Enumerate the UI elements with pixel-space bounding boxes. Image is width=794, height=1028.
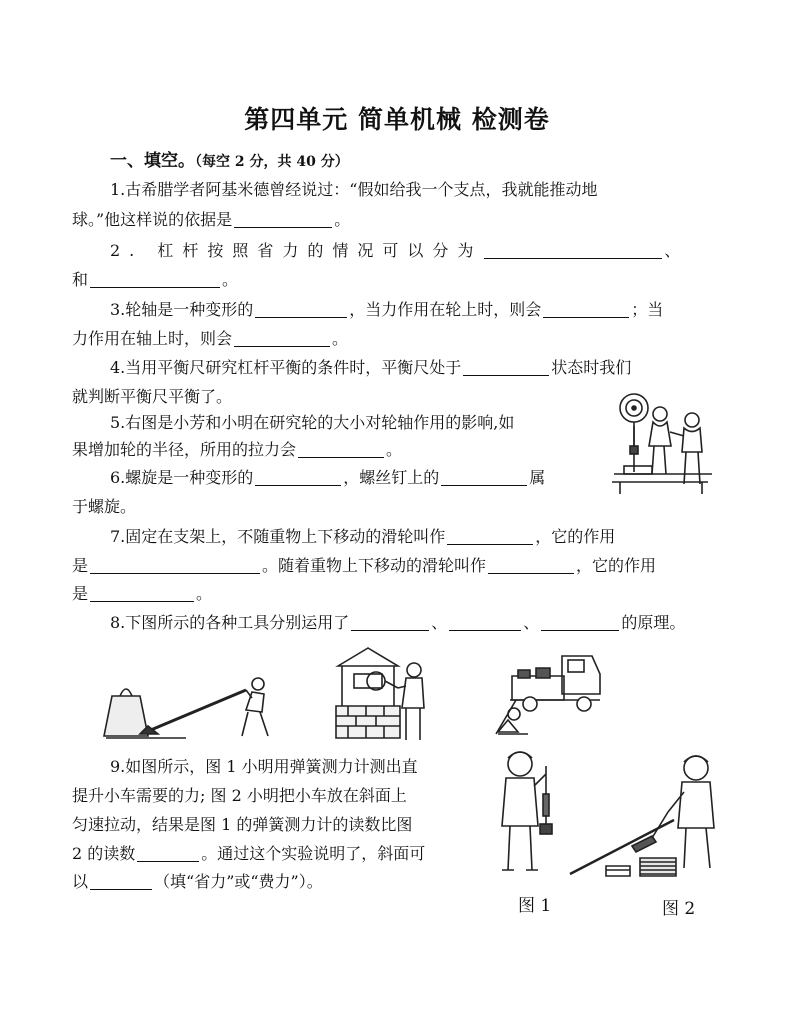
- q3-line-1: 3.轮轴是一种变形的 ，当力作用在轮上时，则会 ；当: [110, 300, 664, 319]
- q2-line-2: 和 。: [72, 270, 239, 289]
- q7-line-3: 是 。: [72, 584, 213, 603]
- section-heading: [110, 146, 349, 171]
- q7-line-1: 7.固定在支架上，不随重物上下移动的滑轮叫作 ，它的作用: [110, 527, 616, 546]
- q9-line-4: 2 的读数 。通过这个实验说明了，斜面可: [72, 844, 426, 863]
- q4-blank[interactable]: [463, 359, 549, 376]
- q4-line-1: 4.当用平衡尺研究杠杆平衡的条件时，平衡尺处于 状态时我们: [110, 358, 632, 377]
- lever-crowbar-illustration: [106, 672, 278, 744]
- q8-blank-2[interactable]: [449, 614, 521, 631]
- q3-blank-1[interactable]: [255, 301, 347, 318]
- figure-2-incline-illustration: [570, 748, 730, 884]
- q5-blank[interactable]: [298, 441, 384, 458]
- q2-blank-3[interactable]: [90, 271, 220, 288]
- section-title: 一、填空。: [110, 151, 195, 171]
- figure-1-spring-scale-illustration: [484, 746, 574, 886]
- q7-blank-1[interactable]: [447, 528, 533, 545]
- q1-blank[interactable]: [234, 211, 332, 228]
- q9-blank-2[interactable]: [90, 873, 152, 890]
- q7-blank-2[interactable]: [90, 557, 260, 574]
- q6-line-1: 6.螺旋是一种变形的 ，螺丝钉上的 属: [110, 468, 546, 487]
- q6-line-2: 于螺旋。: [72, 497, 137, 516]
- q8-line-1: 8.下图所示的各种工具分别运用了 、 、 的原理。: [110, 613, 686, 632]
- q1-line-1: 1.古希腊学者阿基米德曾经说过：“假如给我一个支点，我就能推动地: [110, 180, 598, 199]
- q9-line-3: 匀速拉动，结果是图 1 的弹簧测力计的读数比图: [72, 815, 413, 834]
- wheel-axle-experiment-illustration: [612, 386, 720, 496]
- q5-line-1: 5.右图是小芳和小明在研究轮的大小对轮轴作用的影响,如: [110, 413, 515, 432]
- q6-blank-1[interactable]: [255, 469, 341, 486]
- q7-blank-4[interactable]: [90, 585, 194, 602]
- q2-blank-1[interactable]: [484, 242, 662, 259]
- q2-line-1: 2. 杠杆按照省力的情况可以分为 、: [110, 241, 740, 261]
- truck-ramp-illustration: [492, 648, 606, 744]
- q8-blank-1[interactable]: [351, 614, 429, 631]
- q9-line-2: 提升小车需要的力; 图 2 小明把小车放在斜面上: [72, 786, 407, 805]
- q6-blank-2[interactable]: [441, 469, 527, 486]
- q3-line-2: 力作用在轴上时，则会 。: [72, 329, 349, 348]
- figure-1-caption: 图 1: [518, 896, 552, 916]
- q7-blank-3[interactable]: [488, 557, 574, 574]
- figure-2-caption: 图 2: [662, 899, 696, 919]
- section-score-note: （每空 2 分，共 40 分）: [195, 154, 349, 170]
- well-windlass-illustration: [332, 644, 434, 746]
- q3-blank-2[interactable]: [543, 301, 629, 318]
- page-title: 第四单元 简单机械 检测卷: [244, 105, 550, 134]
- q8-blank-3[interactable]: [541, 614, 619, 631]
- q7-line-2: 是 。随着重物上下移动的滑轮叫作 ，它的作用: [72, 556, 657, 575]
- q4-line-2: 就判断平衡尺平衡了。: [72, 387, 233, 406]
- q9-line-5: 以 （填“省力”或“费力”）。: [72, 872, 323, 891]
- q3-blank-3[interactable]: [234, 330, 330, 347]
- q9-blank-1[interactable]: [137, 845, 199, 862]
- q9-line-1: 9.如图所示，图 1 小明用弹簧测力计测出直: [110, 757, 418, 776]
- q1-line-2: 球。”他这样说的依据是 。: [72, 210, 351, 229]
- q5-line-2: 果增加轮的半径，所用的拉力会 。: [72, 440, 403, 459]
